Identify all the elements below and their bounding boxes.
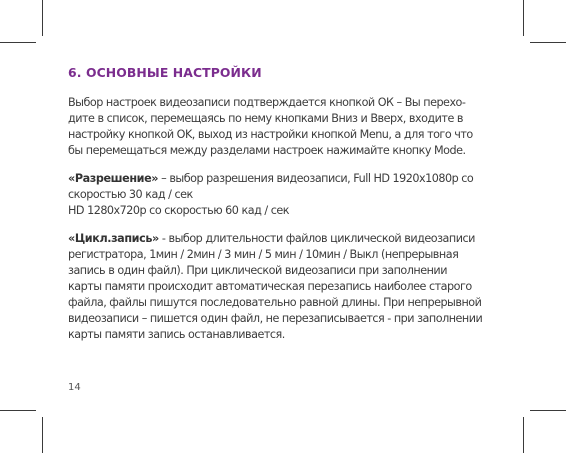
loop-line: регистратора, 1мин / 2мин / 3 мин / 5 мин / 10мин / Выкл (непрерывная: [68, 248, 459, 261]
resolution-description: – выбор разрешения видеозаписи, Full HD 1920х1080р со: [158, 172, 474, 185]
loop-line: видеозаписи – пишется один файл, не перезаписывается - при заполнении: [68, 312, 483, 325]
crop-mark-bottom-left: [42, 417, 43, 453]
intro-line: настройку кнопкой OK, выход из настройки кнопкой Menu, а для того что: [68, 128, 473, 141]
loop-line: карты памяти происходит автоматическая перезапись наиболее старого: [68, 280, 472, 293]
resolution-line: скоростью 30 кад / сек: [68, 188, 193, 201]
loop-line: [68, 231, 508, 247]
loop-line: файла, файлы пишутся последовательно равной длины. При непрерывной: [68, 296, 482, 309]
loop-recording-term: «Цикл.запись»: [68, 232, 159, 245]
crop-mark-top-right: [523, 0, 524, 36]
crop-mark-bottom-right: [523, 417, 524, 453]
loop-recording-paragraph: [68, 231, 508, 343]
crop-mark-left-top: [0, 42, 36, 43]
resolution-term: «Разрешение»: [68, 172, 159, 185]
loop-line: карты памяти запись останавливается.: [68, 328, 285, 341]
crop-mark-right-top: [530, 42, 566, 43]
crop-mark-left-bottom: [0, 410, 36, 411]
crop-mark-right-bottom: [530, 410, 566, 411]
intro-paragraph: [68, 95, 508, 159]
intro-line: бы перемещаться между разделами настроек нажимайте кнопку Mode.: [68, 144, 466, 157]
resolution-line: HD 1280х720р со скоростью 60 кад / сек: [68, 204, 289, 217]
loop-recording-description: - выбор длительности файлов циклической видеозаписи: [158, 232, 475, 245]
section-title: 6. ОСНОВНЫЕ НАСТРОЙКИ: [68, 65, 262, 80]
page-content: [68, 65, 508, 355]
intro-line: Выбор настроек видеозаписи подтверждается кнопкой ОК – Вы перехо-: [68, 96, 466, 109]
page-number: 14: [68, 382, 81, 393]
crop-mark-top-left: [42, 0, 43, 36]
intro-line: дите в список, перемещаясь по нему кнопками Вниз и Вверх, входите в: [68, 112, 463, 125]
loop-line: запись в один файл). При циклической видеозаписи при заполнении: [68, 264, 447, 277]
resolution-paragraph: [68, 171, 508, 219]
resolution-line: [68, 171, 508, 187]
